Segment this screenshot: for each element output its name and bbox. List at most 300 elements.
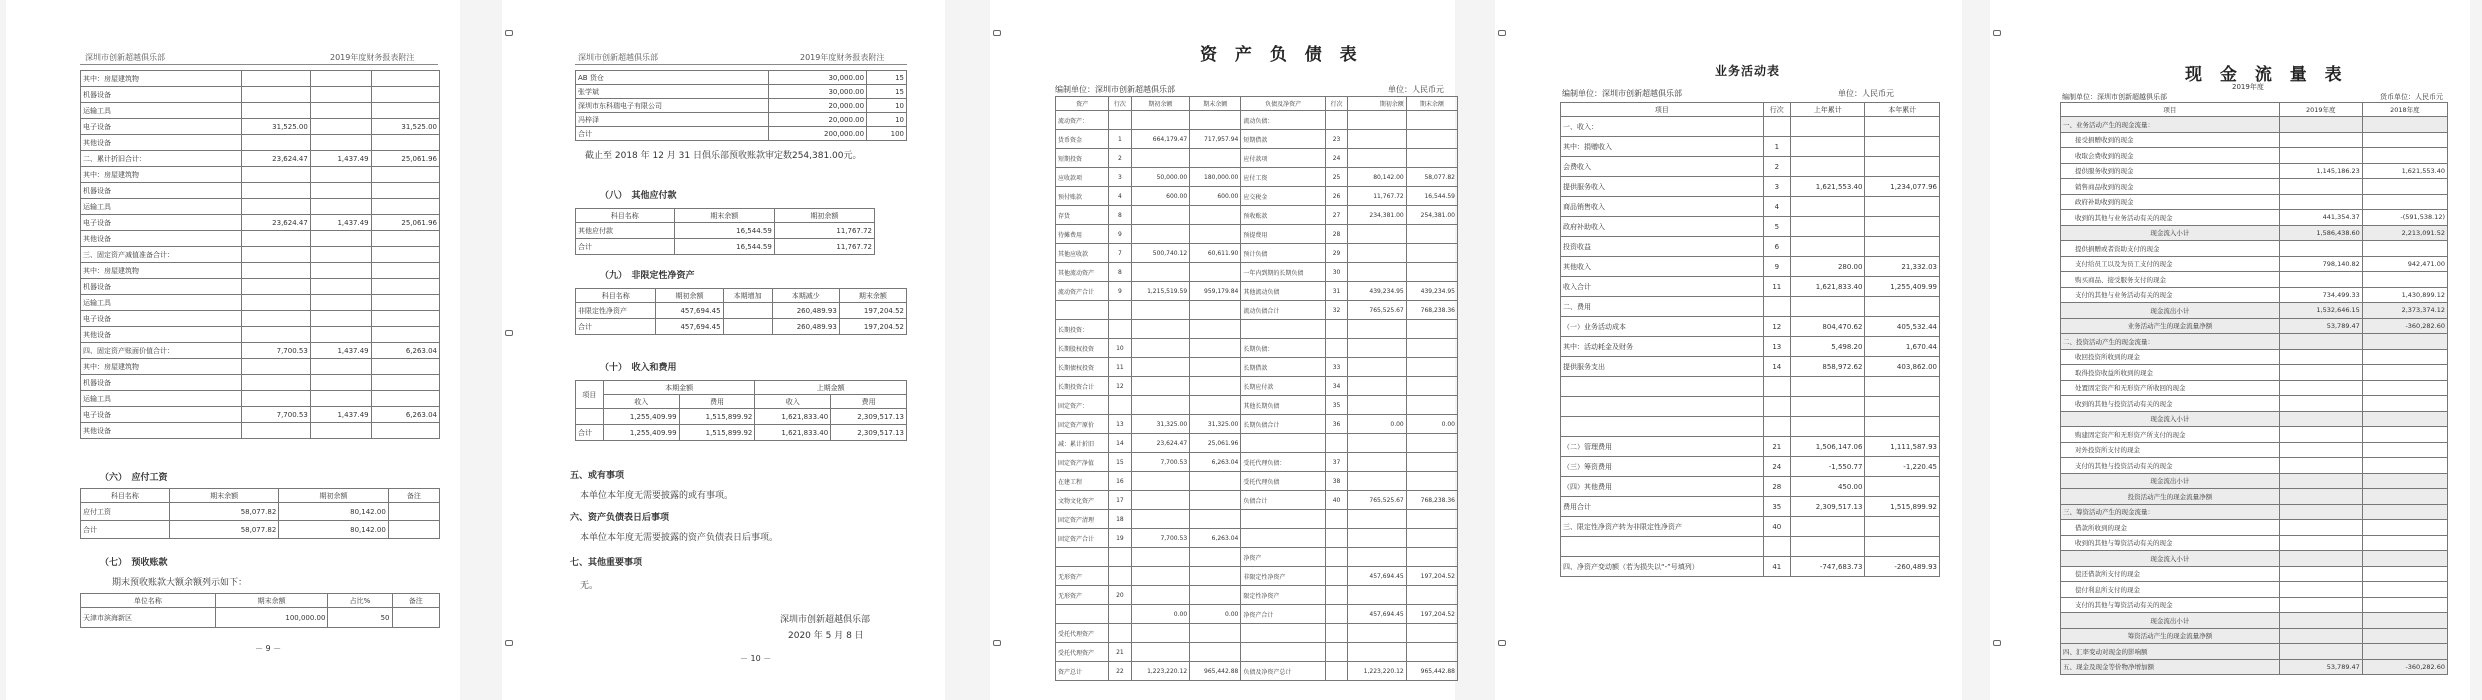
table-cell: 冯梓泽	[576, 113, 769, 127]
table-cell: 投资收益	[1561, 237, 1764, 257]
table-row	[1561, 277, 1940, 297]
table-cell	[1865, 217, 1940, 237]
table-cell: 20,000.00	[769, 99, 867, 113]
table-cell: 一年内到期的长期负债	[1241, 263, 1326, 282]
signature: 深圳市创新超越俱乐部	[780, 615, 871, 625]
table-cell: 9	[1109, 282, 1131, 301]
table-cell	[2362, 272, 2447, 288]
table-cell: -260,489.93	[1865, 557, 1940, 577]
table-row	[2061, 628, 2448, 644]
table-header-cell: 科目名称	[576, 289, 656, 303]
wages-table	[80, 488, 440, 539]
table-cell	[1790, 157, 1865, 177]
table-row	[81, 135, 440, 151]
table-cell: -1,220.45	[1865, 457, 1940, 477]
table-cell: 1,437.49	[310, 151, 371, 167]
table-cell: 450.00	[1790, 477, 1865, 497]
table-cell	[1325, 605, 1347, 624]
table-cell: 货币资金	[1056, 130, 1109, 149]
table-cell	[2279, 380, 2362, 396]
table-cell: 439,234.95	[1348, 282, 1407, 301]
table-cell: 应付工资	[1241, 168, 1326, 187]
table-cell	[310, 311, 371, 327]
table-cell: 15	[867, 85, 907, 99]
table-cell	[2279, 241, 2362, 257]
table-row	[2061, 380, 2448, 396]
income-expense-table	[575, 380, 907, 441]
table-row	[1056, 225, 1458, 244]
scan-gap	[945, 0, 990, 700]
table-cell	[1109, 320, 1131, 339]
table-cell: 717,957.94	[1190, 130, 1241, 149]
table-cell	[1348, 472, 1407, 491]
table-cell	[1131, 263, 1190, 282]
table-cell: 37	[1325, 453, 1347, 472]
table-cell: 资产总计	[1056, 662, 1109, 681]
table-cell	[1131, 510, 1190, 529]
table-cell: 三、筹资活动产生的现金流量：	[2061, 504, 2280, 520]
cash-flow-table	[2060, 102, 2448, 675]
table-cell: 8	[1109, 206, 1131, 225]
table-cell: 现金流出小计	[2061, 473, 2280, 489]
table-cell	[2362, 489, 2447, 505]
net-assets-table	[575, 288, 907, 335]
table-cell	[1190, 510, 1241, 529]
table-row	[2061, 210, 2448, 226]
table-cell	[1131, 548, 1190, 567]
table-cell	[2279, 504, 2362, 520]
table-cell: 购建固定资产和无形资产所支付的现金	[2061, 427, 2280, 443]
table-cell: 100,000.00	[215, 608, 328, 628]
table-cell	[1325, 567, 1347, 586]
table-cell: 二、累计折旧合计：	[81, 151, 242, 167]
table-cell: 58,077.82	[1406, 168, 1457, 187]
table-header-cell: 单位名称	[81, 594, 216, 608]
table-cell: 600.00	[1131, 187, 1190, 206]
table-row	[576, 303, 907, 319]
table-cell: 其他应付款	[576, 223, 675, 239]
table-cell: 合计	[576, 425, 604, 441]
table-cell: 待摊费用	[1056, 225, 1109, 244]
table-cell: 7,700.53	[242, 343, 310, 359]
table-cell: 负债及净资产总计	[1241, 662, 1326, 681]
table-row	[1056, 586, 1458, 605]
table-row	[81, 407, 440, 423]
table-row	[2061, 287, 2448, 303]
table-cell	[2279, 520, 2362, 536]
table-cell: 1,515,899.92	[1865, 497, 1940, 517]
table-cell	[1241, 643, 1326, 662]
table-row	[81, 263, 440, 279]
table-cell: 限定性净资产	[1241, 586, 1326, 605]
table-cell	[2279, 365, 2362, 381]
table-cell: 收到的其他与筹资活动有关的现金	[2061, 535, 2280, 551]
table-cell	[1109, 111, 1131, 130]
table-cell	[1561, 537, 1764, 557]
table-cell	[1131, 301, 1190, 320]
table-cell	[1406, 377, 1457, 396]
table-cell: 费用合计	[1561, 497, 1764, 517]
table-cell: 1,621,553.40	[1790, 177, 1865, 197]
table-cell: 运输工具	[81, 295, 242, 311]
table-cell	[242, 199, 310, 215]
table-cell: 电子设备	[81, 407, 242, 423]
table-cell: 1,215,519.59	[1131, 282, 1190, 301]
table-header-cell: 费用	[831, 395, 907, 409]
table-row	[81, 391, 440, 407]
advance-receipts-continued-table	[575, 70, 907, 141]
table-header-cell: 负债及净资产	[1241, 97, 1326, 111]
table-cell: 2,309,517.13	[1790, 497, 1865, 517]
table-row	[2061, 504, 2448, 520]
table-row	[1056, 491, 1458, 510]
table-row	[576, 113, 907, 127]
table-cell	[1348, 434, 1407, 453]
table-cell	[371, 199, 439, 215]
table-cell: 31,325.00	[1190, 415, 1241, 434]
table-cell: 768,238.36	[1406, 301, 1457, 320]
table-cell: 6,263.04	[1190, 453, 1241, 472]
table-header-cell: 行次	[1109, 97, 1131, 111]
table-cell: 15	[1109, 453, 1131, 472]
table-cell	[2362, 179, 2447, 195]
table-row	[2061, 256, 2448, 272]
table-cell: 26	[1325, 187, 1347, 206]
table-cell: 13	[1109, 415, 1131, 434]
table-header-cell: 期初余额	[1348, 97, 1407, 111]
table-cell	[371, 279, 439, 295]
table-row	[1561, 517, 1940, 537]
table-cell: 二、投资活动产生的现金流量：	[2061, 334, 2280, 350]
table-cell: 固定资产清理	[1056, 510, 1109, 529]
table-cell: 25	[1325, 168, 1347, 187]
table-cell	[1131, 396, 1190, 415]
table-cell	[2279, 458, 2362, 474]
table-cell: 运输工具	[81, 103, 242, 119]
table-cell	[2279, 334, 2362, 350]
table-cell	[1348, 586, 1407, 605]
table-row	[1056, 168, 1458, 187]
page-title: 业务活动表	[1715, 64, 1781, 78]
table-cell	[388, 521, 439, 539]
table-cell: 机器设备	[81, 87, 242, 103]
table-cell: 流动负债合计	[1241, 301, 1326, 320]
table-cell: 31,525.00	[371, 119, 439, 135]
table-cell	[2362, 411, 2447, 427]
table-cell: 提供服务收到的现金	[2061, 163, 2280, 179]
table-row	[1561, 237, 1940, 257]
table-cell	[1325, 339, 1347, 358]
table-cell: 合计	[576, 127, 769, 141]
table-cell: 1,255,409.99	[603, 409, 679, 425]
table-header-cell: 占比%	[328, 594, 392, 608]
table-cell: 机器设备	[81, 375, 242, 391]
table-row	[2061, 582, 2448, 598]
table-cell: 1,255,409.99	[1865, 277, 1940, 297]
table-row	[81, 311, 440, 327]
table-cell: 13	[1763, 337, 1790, 357]
table-cell: 1,437.49	[310, 407, 371, 423]
table-row	[1056, 548, 1458, 567]
table-cell: 2,309,517.13	[831, 409, 907, 425]
table-cell	[242, 103, 310, 119]
table-cell: 其中：捐赠收入	[1561, 137, 1764, 157]
table-cell	[1348, 244, 1407, 263]
table-cell: 其他长期负债	[1241, 396, 1326, 415]
table-cell: 40	[1763, 517, 1790, 537]
table-cell: 合计	[81, 521, 170, 539]
table-cell: 短期借款	[1241, 130, 1326, 149]
table-cell: 固定资产合计	[1056, 529, 1109, 548]
table-row	[1056, 111, 1458, 130]
table-cell: -1,550.77	[1790, 457, 1865, 477]
table-cell: 441,354.37	[2279, 210, 2362, 226]
table-row	[1056, 187, 1458, 206]
table-row	[81, 279, 440, 295]
table-cell	[2362, 551, 2447, 567]
table-cell	[371, 135, 439, 151]
table-cell	[1348, 548, 1407, 567]
table-cell: 提供服务支出	[1561, 357, 1764, 377]
table-cell: 非限定性净资产	[1241, 567, 1326, 586]
table-cell: 31,525.00	[242, 119, 310, 135]
table-cell: 60,611.90	[1190, 244, 1241, 263]
table-cell: 29	[1325, 244, 1347, 263]
table-row	[81, 215, 440, 231]
table-cell	[1406, 453, 1457, 472]
table-row	[1561, 357, 1940, 377]
table-cell	[371, 183, 439, 199]
table-cell	[1131, 624, 1190, 643]
table-cell	[1406, 358, 1457, 377]
table-cell	[2362, 148, 2447, 164]
table-row	[1561, 457, 1940, 477]
table-row	[81, 359, 440, 375]
table-cell	[2279, 411, 2362, 427]
table-cell	[1790, 417, 1865, 437]
table-cell	[2279, 551, 2362, 567]
table-cell	[2279, 132, 2362, 148]
table-cell: 6	[1763, 237, 1790, 257]
table-cell	[1131, 206, 1190, 225]
table-row	[2061, 566, 2448, 582]
table-cell: 28	[1763, 477, 1790, 497]
table-cell: -(591,538.12)	[2362, 210, 2447, 226]
table-cell	[2362, 566, 2447, 582]
table-cell	[1348, 320, 1407, 339]
fixed-assets-table	[80, 70, 440, 439]
table-row	[1561, 397, 1940, 417]
table-row	[1056, 320, 1458, 339]
table-row	[576, 239, 875, 255]
table-cell: 35	[1325, 396, 1347, 415]
table-row	[81, 375, 440, 391]
page-header-right: 2019年度财务报表附注	[330, 53, 415, 62]
table-cell: 无形资产	[1056, 586, 1109, 605]
table-cell: 预付账款	[1056, 187, 1109, 206]
table-cell: 运输工具	[81, 199, 242, 215]
table-row	[2061, 659, 2448, 675]
table-row	[81, 167, 440, 183]
table-cell	[1190, 377, 1241, 396]
table-cell	[2362, 520, 2447, 536]
table-cell: 固定资产：	[1056, 396, 1109, 415]
table-cell	[1109, 624, 1131, 643]
table-cell: 其中：房屋建筑物	[81, 263, 242, 279]
table-header-cell: 期末余额	[1406, 97, 1457, 111]
table-header-row	[576, 381, 907, 395]
table-cell	[1190, 472, 1241, 491]
table-cell: 53,789.47	[2279, 659, 2362, 675]
table-row	[1561, 117, 1940, 137]
table-cell: 22	[1109, 662, 1131, 681]
table-cell	[1790, 377, 1865, 397]
table-cell	[2279, 582, 2362, 598]
table-cell	[2279, 489, 2362, 505]
table-cell: 32	[1325, 301, 1347, 320]
table-row	[1056, 339, 1458, 358]
table-cell: 深圳市东科瑞电子有限公司	[576, 99, 769, 113]
table-cell	[2362, 132, 2447, 148]
table-row	[2061, 644, 2448, 660]
table-row	[1056, 453, 1458, 472]
table-cell: 短期投资	[1056, 149, 1109, 168]
table-cell: 1,437.49	[310, 343, 371, 359]
table-cell: 11	[1109, 358, 1131, 377]
table-cell	[371, 263, 439, 279]
table-cell	[1109, 301, 1131, 320]
table-cell	[2362, 504, 2447, 520]
binding-hole	[1498, 640, 1506, 646]
table-cell	[1190, 491, 1241, 510]
table-cell	[1406, 320, 1457, 339]
table-cell: 合计	[576, 239, 675, 255]
table-row	[2061, 303, 2448, 319]
table-cell	[310, 183, 371, 199]
table-cell	[2362, 458, 2447, 474]
table-header-cell: 上期金额	[755, 381, 907, 395]
table-cell: 应付工资	[81, 503, 170, 521]
table-cell	[2362, 365, 2447, 381]
table-row	[1056, 605, 1458, 624]
table-cell: 1,621,833.40	[755, 425, 831, 441]
table-row	[81, 119, 440, 135]
table-cell: 固定资产原价	[1056, 415, 1109, 434]
table-cell	[723, 303, 772, 319]
table-cell	[242, 135, 310, 151]
table-cell: 非限定性净资产	[576, 303, 656, 319]
other-payables-table	[575, 208, 875, 255]
table-cell	[2362, 613, 2447, 629]
table-cell: 80,142.00	[279, 521, 388, 539]
table-header-cell: 收入	[755, 395, 831, 409]
table-row	[2061, 318, 2448, 334]
table-cell	[1865, 297, 1940, 317]
table-cell: 长期负债合计	[1241, 415, 1326, 434]
table-header-cell: 期初余额	[279, 489, 388, 503]
table-row	[1561, 317, 1940, 337]
table-row	[2061, 241, 2448, 257]
section-heading: 五、或有事项	[570, 471, 625, 481]
table-cell	[1865, 117, 1940, 137]
table-cell: 天津市滨海新区	[81, 608, 216, 628]
table-cell	[1325, 548, 1347, 567]
table-cell: 无形资产	[1056, 567, 1109, 586]
binding-hole	[505, 640, 513, 646]
table-cell: 3	[1763, 177, 1790, 197]
table-cell	[1348, 624, 1407, 643]
table-header-cell: 期末余额	[1190, 97, 1241, 111]
table-cell	[2279, 148, 2362, 164]
table-cell: 预收账款	[1241, 206, 1326, 225]
binding-hole	[993, 640, 1001, 646]
page-title: 现 金 流 量 表	[2185, 65, 2348, 85]
page-header-left: 深圳市创新超越俱乐部	[85, 53, 165, 62]
table-cell	[1790, 197, 1865, 217]
table-row	[1561, 257, 1940, 277]
table-cell: 合计	[576, 319, 656, 335]
table-row	[81, 503, 440, 521]
table-row	[1056, 130, 1458, 149]
table-cell	[1348, 358, 1407, 377]
table-cell	[1131, 225, 1190, 244]
table-cell: 收取会费收到的现金	[2061, 148, 2280, 164]
table-cell: 提供捐赠或者资助支付的现金	[2061, 241, 2280, 257]
table-cell	[2362, 117, 2447, 133]
table-cell: 收到的其他与投资活动有关的现金	[2061, 396, 2280, 412]
table-header-cell: 期末余额	[674, 209, 774, 223]
table-cell	[2279, 613, 2362, 629]
table-cell	[2279, 117, 2362, 133]
table-cell	[1190, 339, 1241, 358]
table-cell: 应付款项	[1241, 149, 1326, 168]
table-cell: 23	[1325, 130, 1347, 149]
table-cell	[242, 167, 310, 183]
table-cell: 15	[867, 71, 907, 85]
table-cell	[1190, 225, 1241, 244]
table-row	[81, 151, 440, 167]
table-cell	[310, 119, 371, 135]
table-cell: 765,525.67	[1348, 301, 1407, 320]
table-cell	[1325, 111, 1347, 130]
table-cell	[1056, 301, 1109, 320]
table-cell	[1763, 297, 1790, 317]
table-row	[1056, 624, 1458, 643]
table-cell	[242, 375, 310, 391]
table-cell: 180,000.00	[1190, 168, 1241, 187]
table-cell	[2362, 442, 2447, 458]
table-cell	[1348, 111, 1407, 130]
table-cell	[1348, 377, 1407, 396]
table-cell	[371, 359, 439, 375]
table-row	[81, 521, 440, 539]
table-cell: 流动负债：	[1241, 111, 1326, 130]
table-cell: 14	[1763, 357, 1790, 377]
table-cell: 一、收入：	[1561, 117, 1764, 137]
table-cell: 5	[1763, 217, 1790, 237]
table-row	[2061, 117, 2448, 133]
table-cell: （二）管理费用	[1561, 437, 1764, 457]
table-cell	[2279, 427, 2362, 443]
table-cell	[1348, 263, 1407, 282]
table-cell	[1190, 624, 1241, 643]
table-cell: 23,624.47	[242, 215, 310, 231]
table-header-cell: 本期金额	[603, 381, 755, 395]
table-cell	[310, 87, 371, 103]
table-cell	[1131, 358, 1190, 377]
table-header-cell: 项目	[576, 381, 604, 409]
table-cell	[1406, 529, 1457, 548]
